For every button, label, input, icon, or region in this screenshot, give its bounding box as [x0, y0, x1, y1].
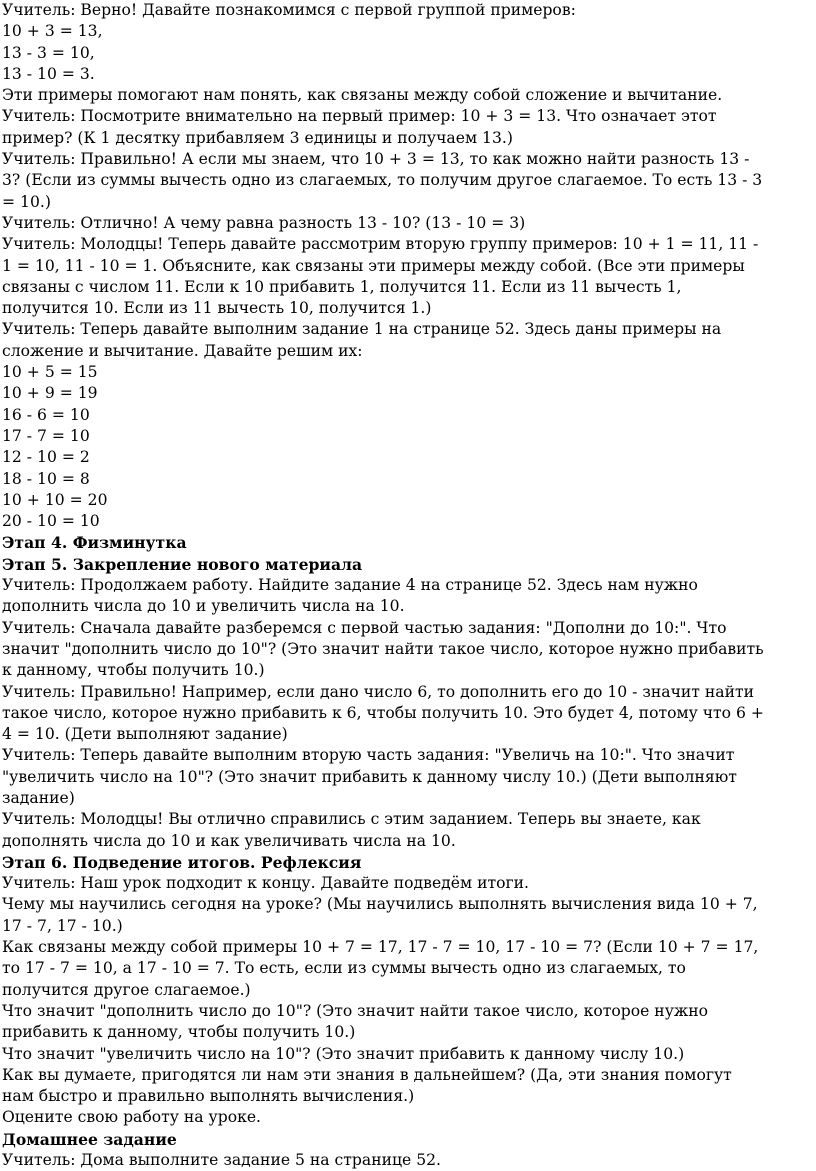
text-line: Эти примеры помогают нам понять, как связаны между собой сложение и вычитание.	[2, 86, 723, 105]
text-line: 10 + 3 = 13,	[2, 22, 103, 41]
text-line: Учитель: Дома выполните задание 5 на странице 52.	[2, 1151, 441, 1170]
text-line: Учитель: Теперь давайте выполним вторую часть задания: "Увеличь на 10:". Что значит	[2, 746, 735, 765]
text-line: Учитель: Отлично! А чему равна разность 13 - 10? (13 - 10 = 3)	[2, 213, 526, 232]
text-line: к данному, чтобы получить 10.)	[2, 661, 265, 680]
text-line: 12 - 10 = 2	[2, 448, 90, 467]
section-heading: Этап 4. Физминутка	[2, 533, 187, 553]
text-line: задание)	[2, 788, 75, 807]
text-line: такое число, которое нужно прибавить к 6, чтобы получить 10. Это будет 4, потому что 6 +	[2, 703, 764, 722]
text-line: 13 - 3 = 10,	[2, 43, 95, 62]
text-line: = 10.)	[2, 192, 51, 211]
text-line: 3? (Если из суммы вычесть одно из слагаемых, то получим другое слагаемое. То есть 13 - 3	[2, 171, 763, 190]
text-line: дополнить числа до 10 и увеличить числа на 10.	[2, 597, 405, 616]
text-line: 10 + 5 = 15	[2, 363, 98, 382]
text-line: прибавить к данному, чтобы получить 10.)	[2, 1023, 356, 1042]
text-line: 16 - 6 = 10	[2, 405, 90, 424]
text-line: Учитель: Молодцы! Теперь давайте рассмотрим вторую группу примеров: 10 + 1 = 11, 11 -	[2, 235, 759, 254]
text-line: дополнять числа до 10 и как увеличивать числа на 10.	[2, 831, 456, 850]
text-line: получится другое слагаемое.)	[2, 980, 251, 999]
text-line: Как вы думаете, пригодятся ли нам эти знания в дальнейшем? (Да, эти знания помогут	[2, 1065, 732, 1084]
section-heading: Домашнее задание	[2, 1129, 177, 1149]
text-line: сложение и вычитание. Давайте решим их:	[2, 341, 363, 360]
text-line: 17 - 7, 17 - 10.)	[2, 916, 123, 935]
text-line: 10 + 9 = 19	[2, 384, 98, 403]
text-line: 17 - 7 = 10	[2, 426, 90, 445]
text-line: Как связаны между собой примеры 10 + 7 = 17, 17 - 7 = 10, 17 - 10 = 7? (Если 10 + 7 = 17,	[2, 938, 759, 957]
text-line: 20 - 10 = 10	[2, 512, 100, 531]
text-line: Учитель: Продолжаем работу. Найдите задание 4 на странице 52. Здесь нам нужно	[2, 576, 698, 595]
text-line: Учитель: Молодцы! Вы отлично справились с этим заданием. Теперь вы знаете, как	[2, 810, 701, 829]
text-line: то 17 - 7 = 10, а 17 - 10 = 7. То есть, если из суммы вычесть одно из слагаемых, то	[2, 959, 686, 978]
text-line: Учитель: Посмотрите внимательно на первый пример: 10 + 3 = 13. Что означает этот	[2, 107, 717, 126]
text-line: Оцените свою работу на уроке.	[2, 1108, 262, 1127]
text-line: Что значит "дополнить число до 10"? (Это значит найти такое число, которое нужно	[2, 1001, 708, 1020]
text-line: пример? (К 1 десятку прибавляем 3 единицы и получаем 13.)	[2, 128, 513, 147]
text-line: Учитель: Правильно! А если мы знаем, что 10 + 3 = 13, то как можно найти разность 13 -	[2, 150, 750, 169]
text-line: получится 10. Если из 11 вычесть 10, получится 1.)	[2, 299, 432, 318]
text-line: 10 + 10 = 20	[2, 490, 108, 509]
text-line: Учитель: Теперь давайте выполним задание 1 на странице 52. Здесь даны примеры на	[2, 320, 722, 339]
text-line: 13 - 10 = 3.	[2, 64, 95, 83]
text-line: Учитель: Наш урок подходит к концу. Давайте подведём итоги.	[2, 874, 530, 893]
text-line: 1 = 10, 11 - 10 = 1. Объясните, как связаны эти примеры между собой. (Все эти примеры	[2, 256, 745, 275]
text-line: Учитель: Верно! Давайте познакомимся с первой группой примеров:	[2, 1, 576, 19]
text-line: Учитель: Правильно! Например, если дано число 6, то дополнить его до 10 - значит найти	[2, 682, 754, 701]
text-line: связаны с числом 11. Если к 10 прибавить 1, получится 11. Если из 11 вычесть 1,	[2, 277, 682, 296]
text-line: 18 - 10 = 8	[2, 469, 90, 488]
section-heading: Этап 5. Закрепление нового материала	[2, 554, 363, 574]
section-heading: Этап 6. Подведение итогов. Рефлексия	[2, 852, 362, 872]
text-line: значит "дополнить число до 10"? (Это значит найти такое число, которое нужно прибавить	[2, 639, 764, 658]
text-line: нам быстро и правильно выполнять вычисления.)	[2, 1087, 415, 1106]
text-line: Что значит "увеличить число на 10"? (Это значит прибавить к данному числу 10.)	[2, 1044, 685, 1063]
text-line: "увеличить число на 10"? (Это значит прибавить к данному числу 10.) (Дети выполняют	[2, 767, 737, 786]
text-line: 4 = 10. (Дети выполняют задание)	[2, 725, 288, 744]
text-line: Чему мы научились сегодня на уроке? (Мы научились выполнять вычисления вида 10 + 7,	[2, 895, 758, 914]
text-line: Учитель: Сначала давайте разберемся с первой частью задания: "Дополни до 10:". Что	[2, 618, 727, 637]
